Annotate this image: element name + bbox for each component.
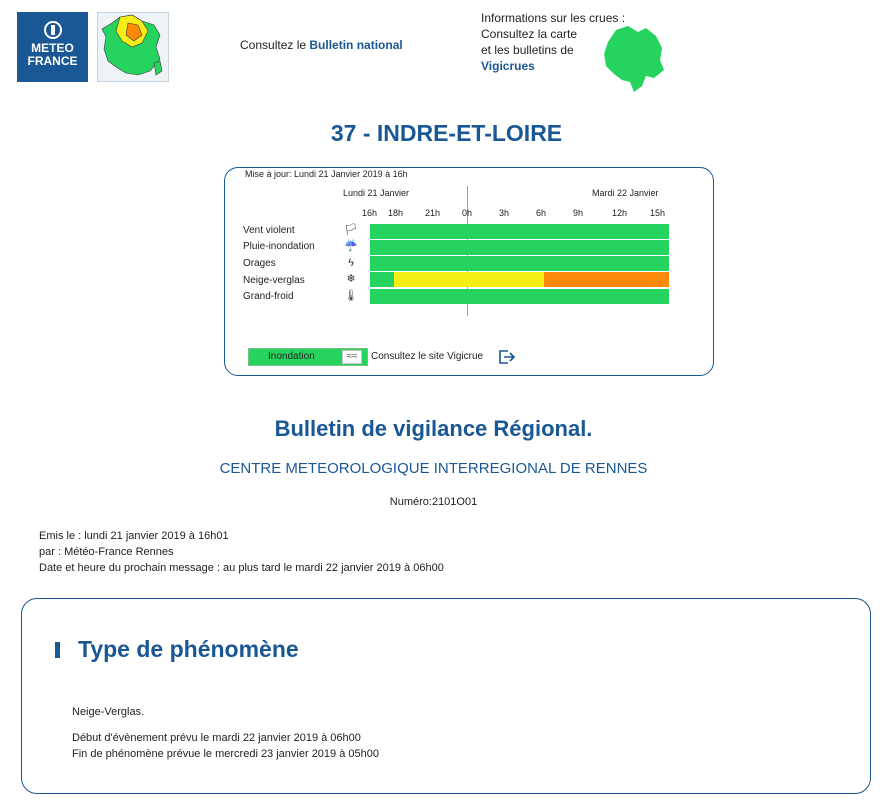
- france-vigilance-map[interactable]: [97, 12, 169, 82]
- thermometer-icon: 🌡: [344, 290, 358, 302]
- update-time: Mise à jour: Lundi 21 Janvier 2019 à 16h: [245, 169, 408, 179]
- phenomene-debut: Début d'évènement prévu le mardi 22 janvier 2019 à 06h00: [72, 732, 361, 744]
- lightning-icon: ϟ: [348, 257, 354, 269]
- hour-label: 16h: [362, 208, 378, 218]
- bulletin-title: Bulletin de vigilance Régional.: [274, 416, 593, 441]
- vent-violent-bar[interactable]: [370, 224, 669, 239]
- bulletin-prefix: Consultez le: [240, 38, 307, 52]
- hour-label: 3h: [499, 208, 510, 218]
- department-map-icon: [602, 24, 666, 94]
- bulletin-numero: Numéro:2101O01: [389, 496, 478, 508]
- yellow-segment: [394, 272, 544, 287]
- phenomene-fin: Fin de phénomène prévue le mercredi 23 janvier 2019 à 05h00: [72, 748, 379, 760]
- prochain-message: Date et heure du prochain message : au plus tard le mardi 22 janvier 2019 à 06h00: [39, 562, 444, 574]
- row-label-vent: Vent violent: [243, 225, 295, 236]
- orange-segment: [544, 272, 669, 287]
- grand-froid-bar[interactable]: [370, 289, 669, 304]
- department-title: 37 - INDRE-ET-LOIRE: [330, 120, 563, 146]
- emis-le: Emis le : lundi 21 janvier 2019 à 16h01: [39, 530, 229, 542]
- logo-line1: METEO: [31, 41, 74, 55]
- hour-label: 15h: [650, 208, 666, 218]
- bulletin-national-link[interactable]: Bulletin national: [309, 38, 403, 52]
- phenomene-type: Neige-Verglas.: [72, 706, 145, 718]
- wave-icon: ≈≈: [342, 350, 362, 364]
- bulletin-national-text: [240, 38, 403, 52]
- crues-line3: et les bulletins de: [481, 43, 574, 57]
- hour-label: 6h: [536, 208, 547, 218]
- row-label-orages: Orages: [243, 258, 276, 269]
- rain-icon: ☔: [344, 240, 358, 252]
- pluie-inondation-bar[interactable]: [370, 240, 669, 255]
- hour-label: 21h: [425, 208, 441, 218]
- phenomene-box: [21, 598, 871, 794]
- row-label-neige: Neige-verglas: [243, 275, 305, 286]
- france-map-icon: [98, 13, 168, 81]
- day2-label: Mardi 22 Janvier: [592, 188, 659, 198]
- row-label-grand-froid: Grand-froid: [243, 291, 294, 302]
- bulletin-meta: [39, 528, 444, 576]
- meteo-france-emblem-icon: [44, 21, 62, 39]
- hour-label: 18h: [388, 208, 404, 218]
- center-name: CENTRE METEOROLOGIQUE INTERREGIONAL DE RENNES: [219, 460, 648, 477]
- phenomene-text: [72, 704, 379, 762]
- orages-bar[interactable]: [370, 256, 669, 271]
- crues-line1: Informations sur les crues :: [481, 11, 626, 25]
- wind-icon: 🏳: [344, 224, 358, 236]
- hour-label: 0h: [462, 208, 473, 218]
- hour-axis: [0, 208, 893, 220]
- crues-line2: Consultez la carte: [481, 27, 578, 41]
- snowflake-icon: ❄: [346, 273, 356, 285]
- logo-line2: FRANCE: [27, 54, 78, 68]
- vigicrues-map[interactable]: [602, 24, 666, 94]
- inondation-label: Inondation: [268, 351, 315, 362]
- day1-label: Lundi 21 Janvier: [343, 188, 410, 198]
- vigicrue-site-link[interactable]: Consultez le site Vigicrue: [371, 351, 484, 362]
- emis-par: par : Météo-France Rennes: [39, 546, 174, 558]
- hour-label: 9h: [573, 208, 584, 218]
- phenomene-title: Type de phénomène: [78, 636, 299, 662]
- section-marker: [55, 642, 60, 658]
- external-link-icon[interactable]: [498, 349, 516, 365]
- hour-label: 12h: [612, 208, 628, 218]
- neige-verglas-bar[interactable]: [370, 272, 669, 287]
- row-label-pluie: Pluie-inondation: [243, 241, 315, 252]
- vigicrues-link[interactable]: Vigicrues: [481, 59, 535, 73]
- meteo-france-logo[interactable]: [17, 12, 88, 82]
